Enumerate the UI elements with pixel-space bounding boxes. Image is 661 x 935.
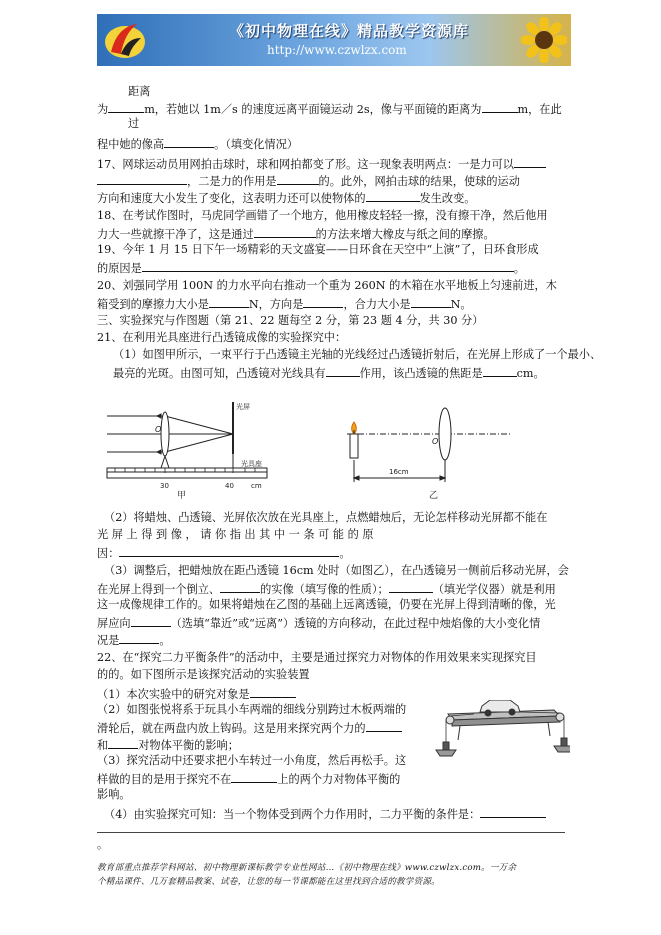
figure-yi (345, 392, 515, 500)
distance-label: 16cm (389, 468, 409, 476)
question-18: 18、在考试作图时，马虎同学画错了一个地方，他用橡皮轻轻一擦，没有擦干净，然后他用 (97, 209, 548, 222)
footer-line: 教育部重点推荐学科网站、初中物理新课标教学专业性网站…《初中物理在线》www.czwlzx.com。一万余 (97, 863, 517, 873)
question-21-part3: （3）调整后，把蜡烛放在距凸透镜 16cm 处时（如图乙），在凸透镜另一侧前后移动光屏，会 (104, 564, 569, 577)
question-22: 的的。如下图所示是该探究活动的实验装置 (97, 668, 310, 681)
end-mark: 。 (97, 838, 109, 851)
figure-caption-jia: 甲 (177, 491, 187, 500)
tick-label-30: 30 (160, 482, 169, 490)
question-22-part3: 影响。 (97, 788, 131, 801)
question-17: ，二是力的作用是 的。此外，网拍击球的结果，使球的运动 (97, 173, 520, 189)
question-22: 22、在“探究二力平衡条件”的活动中，主要是通过探究力对物体的作用效果来实现探究目 (97, 651, 537, 664)
balance-apparatus-figure (430, 700, 570, 780)
figure-caption-yi: 乙 (429, 491, 439, 500)
question-21-part3: 屏应向 （选填“靠近”或“远离”）透镜的方向移动，在此过程中烛焰像的大小变化情 (97, 617, 541, 630)
text-line: 过 (128, 117, 140, 130)
footer-line: 个精品课件、几万套精品教案、试卷，让您的每一节课都能在这里找到合适的教学资源。 (97, 877, 440, 887)
question-21: 21、在利用光具座进行凸透镜成像的实验探究中： (97, 331, 347, 344)
header-banner (97, 14, 571, 66)
sunflower-icon (521, 17, 567, 63)
question-21-part2: 因： 。 (97, 547, 351, 560)
question-21-part3: 这一成像规律工作的。如果将蜡烛在乙图的基础上远离透镜，仍要在光屏上得到清晰的像，光 (97, 598, 556, 611)
tick-label-40: 40 (225, 482, 234, 490)
site-logo-icon (101, 18, 149, 62)
question-22-part1: （1）本次实验中的研究对象是 (97, 686, 296, 702)
question-17: 17、网球运动员用网拍击球时，球和网拍都变了形。这一现象表明两点：一是力可以 (97, 156, 546, 172)
question-21-part1: 最亮的光斑。由图可知，凸透镜对光线具有 作用，该凸透镜的焦距是 cm。 (113, 367, 545, 380)
lens-center-label: O (432, 437, 439, 446)
question-20: 20、刘强同学用 100N 的力水平向右推动一个重为 260N 的木箱在水平地板上匀速前进，木 (97, 279, 557, 292)
footer-divider (97, 832, 565, 833)
text-line: 为 m，若她以 1m／s 的速度远离平面镜运动 2s，像与平面镜的距离为 m，在此 (97, 103, 562, 116)
question-21-part2: 光 屏 上 得 到 像 ， 请 你 指 出 其 中 一 条 可 能 的 原 (97, 528, 374, 541)
question-18: 力大一些就擦干净了，这是通过 的方法来增大橡皮与纸之间的摩擦。 (97, 228, 495, 241)
question-22-part3: （3）探究活动中还要求把小车转过一小角度，然后再松手。这 (97, 754, 407, 767)
bench-label: 光具座 (241, 460, 262, 468)
question-22-part2: 和 对物体平衡的影响； (97, 739, 239, 752)
question-22-part2: 滑轮后，就在两盘内放上钩码。这是用来探究两个力的 (97, 720, 402, 736)
question-21-part3: 况是 。 (97, 634, 171, 647)
question-21-part2: （2）将蜡烛、凸透镜、光屏依次放在光具座上，点燃蜡烛后，无论怎样移动光屏都不能在 (104, 511, 548, 524)
text-line: 距离 (128, 85, 151, 98)
section-heading: 三、实验探究与作图题（第 21、22 题每空 2 分，第 23 题 4 分，共 30 分） (97, 314, 484, 327)
screen-label: 光屏 (236, 403, 250, 411)
question-21-part3: 在光屏上得到一个倒立、 的实像（填写像的性质）； （填光学仪器）就是利用 (97, 583, 556, 596)
question-20: 箱受到的摩擦力大小是 N，方向是 ，合力大小是 N。 (97, 298, 472, 311)
question-22-part4: （4）由实验探究可知：当一个物体受到两个力作用时，二力平衡的条件是： (104, 806, 546, 822)
text-line: 程中她的像高 。（填变化情况） (97, 138, 299, 151)
unit-label: cm (251, 482, 262, 490)
question-17: 方向和速度大小发生了变化，这表明力还可以使物体的 发生改变。 (97, 192, 476, 205)
question-19: 的原因是 。 (97, 262, 525, 275)
question-19: 19、今年 1 月 15 日下午一场精彩的天文盛宴——日环食在天空中“上演”了，日环食形成 (97, 243, 539, 256)
figure-jia (105, 392, 285, 500)
lens-center-label: O (155, 425, 162, 434)
banner-url[interactable]: http://www.czwlzx.com (267, 43, 407, 57)
question-22-part2: （2）如图张悦将系于玩具小车两端的细线分别跨过木板两端的 (97, 703, 407, 716)
question-22-part3: 样做的目的是用于探究不在 上的两个力对物体平衡的 (97, 773, 401, 786)
question-21-part1: （1）如图甲所示，一束平行于凸透镜主光轴的光线经过凸透镜折射后，在光屏上形成了一个最小、 (113, 348, 602, 361)
banner-title: 《初中物理在线》精品教学资源库 (229, 22, 470, 40)
